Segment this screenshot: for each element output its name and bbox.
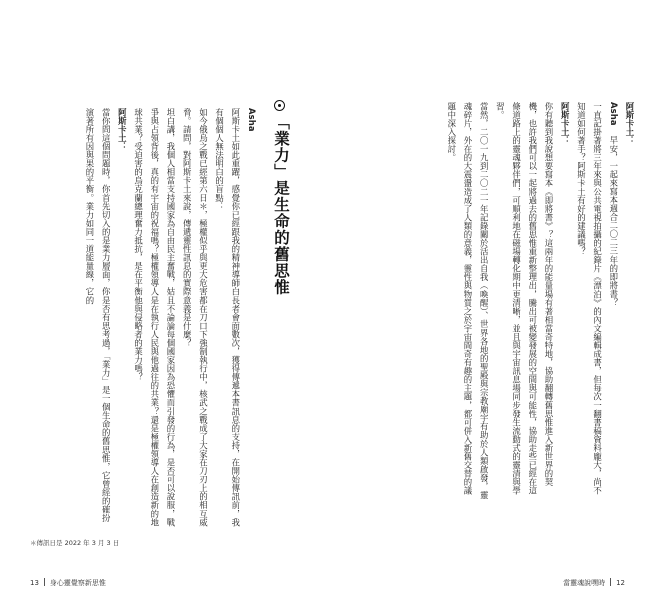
paragraph — [82, 108, 114, 528]
paragraph — [444, 102, 493, 502]
paragraph — [211, 108, 243, 528]
paragraph — [557, 102, 573, 502]
speaker-label: 阿斯卡土： — [625, 102, 635, 145]
section-title — [270, 100, 292, 296]
speaker-label: 阿斯卡土： — [560, 102, 571, 145]
right-page-body — [356, 102, 638, 502]
paragraph-text: 你有聽到我說想要寫本《即將書》？這兩年的能量場有著相當奇特地，協助翻轉舊思惟進入新世界的契機，也許我們可以一起將過去的舊思惟重新整理出，騰出可被變發展的空間與可能性，協助走些已經在這條道路上的靈魂夥伴們，可順利地在磁場轉化期中更清晰，並且與宇宙訊息場同步發生流動式的靈清與學習。 — [495, 102, 554, 495]
right-page — [328, 0, 655, 609]
running-title: 當靈魂說嘿時 — [563, 579, 606, 587]
paragraph — [606, 102, 622, 502]
left-page — [0, 0, 327, 609]
page-number: 12 — [616, 579, 625, 587]
page-number: 13 — [30, 579, 39, 587]
paragraph-text: 當你問這個問題時，你首先切入的是業力層面，你是否有思考過，「業力」是一個生命的舊思惟，它曾經的確扮演著所有因與果的平衡。業力如同一道能量線，它的 — [84, 108, 112, 523]
footnote: ＊傳訊日是 2022 年 3 月 3 日 — [30, 539, 120, 547]
section-title-text: 「業力」是生命的舊思惟 — [272, 114, 290, 296]
paragraph-text: 一直記掛著將三年來與公共電視拍攝的紀錄片《漂泊》的內文編輯成書，但每次一翻書稿資料龐大，尚不知道如何著手？阿斯卡土有好的建議嗎？ — [576, 102, 603, 495]
page-footer-right — [563, 578, 625, 588]
paragraph-text: 阿斯卡土如此重躍，感覺你已經跟我的精神導師白長者會面數次，獲得傳遞本書訊息的支持，在開始傳訊前，我有個個人無法明白的盲點： — [214, 108, 241, 527]
paragraph-text: 坦白講，我個人相當支持國家為自由民主奮戰，姑且不論論每個國家因為恐懼而引發的行為，是否可以說服，戰爭與占領背後，真的有宇宙的祝福嗎？極權領導人是在執行人民與他過往的共業？還是極權領導人在創造新的地球共業？受迫害的烏克蘭總理奮力抵抗，是在平衡他與侵略者的業力嗎？ — [133, 108, 176, 527]
running-title: 身心靈覺察新思惟 — [49, 579, 106, 587]
paragraph-text: 如今俄烏之戰已經第六日＊，極權似乎與更大危害都在刀口下強制執行中，核武之戰成了大家在刀刃上的相互威脅。請問，對阿斯卡土來說，傳遞靈性訊息的實際意義是什麼？ — [182, 108, 209, 527]
paragraph-text: 早安，一起來寫本週合二〇二三年的即將書？ — [608, 135, 619, 307]
paragraph — [114, 108, 130, 528]
paragraph — [573, 102, 605, 502]
page-footer-left — [30, 578, 106, 588]
speaker-label: Asha — [247, 108, 257, 132]
paragraph — [492, 102, 557, 502]
paragraph-text: 當然，二〇一九到二〇二一年記錄關於活出自我（喚醒）、世界各地的聖殿與宗教廟宇有助於人類啟發，靈魂碎片，外在的大震盪造成了人類的意義，靈性與物質之於宇宙間奇有趣的主題，都可併入新舊交替的議題中深入探討。 — [446, 102, 490, 500]
left-page-body — [28, 108, 260, 528]
paragraph — [622, 102, 638, 502]
paragraph — [244, 108, 260, 528]
speaker-label: 阿斯卡土： — [117, 108, 128, 151]
paragraph — [179, 108, 211, 528]
paragraph — [130, 108, 179, 528]
section-bullet-icon — [274, 100, 285, 111]
speaker-label: Asha — [608, 102, 619, 126]
